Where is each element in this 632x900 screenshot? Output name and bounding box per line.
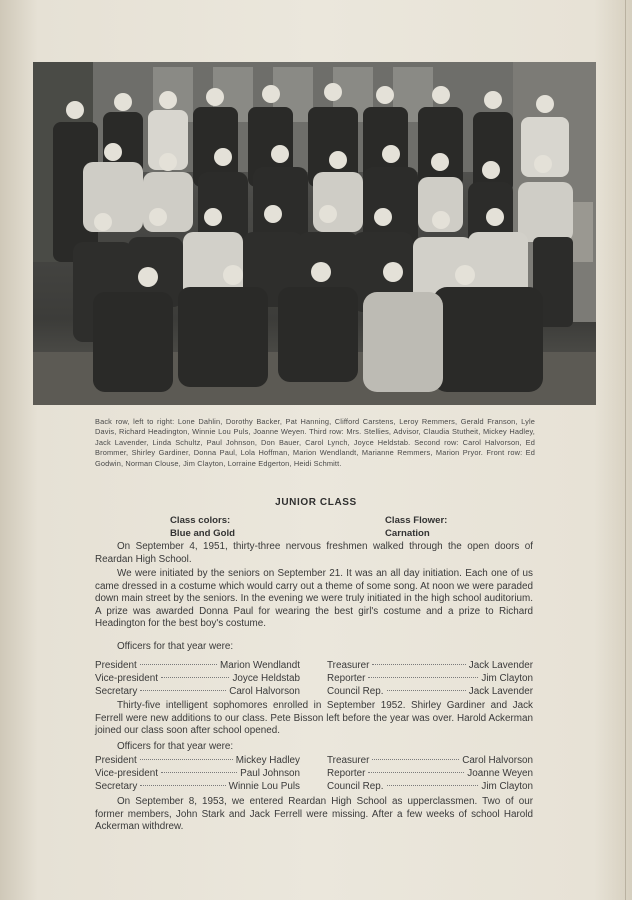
officer-row [327,768,533,781]
officer-name: Winnie Lou Puls [228,781,300,792]
officer-row [327,755,533,768]
class-flower [385,514,447,540]
officers-label-sophomore: Officers for that year were: [117,741,234,752]
officer-role: Vice-president [95,673,158,684]
officer-name: Jim Clayton [481,781,533,792]
class-colors [170,514,235,540]
officer-name: Jack Lavender [468,686,533,697]
officer-row [95,673,300,686]
officer-row [327,686,533,699]
officer-role: President [95,755,137,766]
officer-name: Carol Halvorson [229,686,300,697]
paragraph-junior: On September 8, 1953, we entered Reardan High School as upperclassmen. Two of our former members, John Stark and Jack Ferrell were missing. After a few weeks of school Harold Ackerman withdrew. [95,796,533,832]
officer-row [327,660,533,673]
class-flower-value: Carnation [385,528,430,539]
officer-name: Mickey Hadley [235,755,300,766]
officer-role: President [95,660,137,671]
officers-label-freshman: Officers for that year were: [117,641,234,652]
officer-row [95,660,300,673]
officer-role: Secretary [95,686,138,697]
class-photo-illustration [33,62,596,405]
officer-name: Carol Halvorson [462,755,533,766]
officer-role: Treasurer [327,755,370,766]
officer-name: Joyce Heldstab [232,673,300,684]
officer-row [95,755,300,768]
class-flower-label: Class Flower: [385,515,448,526]
paragraph-freshman-start: On September 4, 1951, thirty-three nervous freshmen walked through the open doors of Reardan High School. [95,541,533,565]
officer-name: Paul Johnson [240,768,300,779]
officer-row [95,781,300,794]
class-colors-value: Blue and Gold [170,528,236,539]
page-edge [625,0,626,900]
officer-role: Treasurer [327,660,370,671]
officer-row [95,768,300,781]
officer-role: Reporter [327,768,366,779]
paragraph-sophomore: Thirty-five intelligent sophomores enrolled in September 1952. Shirley Gardiner and Jack Ferrell were new additions to our class. Pete Bisson left before the year was over. Harold Ackerman joined our class soon after school opened. [95,700,533,736]
officer-role: Reporter [327,673,366,684]
officer-name: Jim Clayton [481,673,533,684]
officer-role: Secretary [95,781,138,792]
officer-role: Council Rep. [327,781,384,792]
class-colors-label: Class colors: [170,515,231,526]
officer-row [95,686,300,699]
officer-name: Jack Lavender [468,660,533,671]
officer-row [327,781,533,794]
officer-role: Vice-president [95,768,158,779]
class-group-photo [33,62,596,405]
officer-role: Council Rep. [327,686,384,697]
photo-caption: Back row, left to right: Lone Dahlin, Dorothy Backer, Pat Hanning, Clifford Carstens, Leroy Remmers, Gerald Franson, Lyle Davis, Richard Headington, Winnie Lou Puls, Joanne Weyen. Third row: Mrs. Stellies, Advisor, Claudia Stutheit, Mickey Hadley, Jack Lavender, Linda Schultz, Paul Johnson, Don Bauer, Carol Lynch, Joyce Heldstab. Second row: Carol Halvorson, Ed Brommer, Shirley Gardiner, Donna Paul, Lola Hoffman, Marion Wendlandt, Marianne Remmers, Marion Pryor. Front row: Ed Godwin, Norman Clouse, Jim Clayton, Lorraine Edgerton, Heidi Schmitt. [95,417,535,468]
officer-name: Marion Wendlandt [220,660,300,671]
paragraph-initiation: We were initiated by the seniors on September 21. It was an all day initiation. Each one of us came dressed in a costume which would carry out a theme of some song. At noon we were paraded down main street by the seniors. In the evening we were truly initiated in the high school auditorium. A prize was awarded Donna Paul for wearing the best girl's costume and a prize to Richard Headington for the best boy's costume. [95,568,533,629]
officer-row [327,673,533,686]
section-heading: JUNIOR CLASS [275,497,357,508]
officer-name: Joanne Weyen [467,768,533,779]
